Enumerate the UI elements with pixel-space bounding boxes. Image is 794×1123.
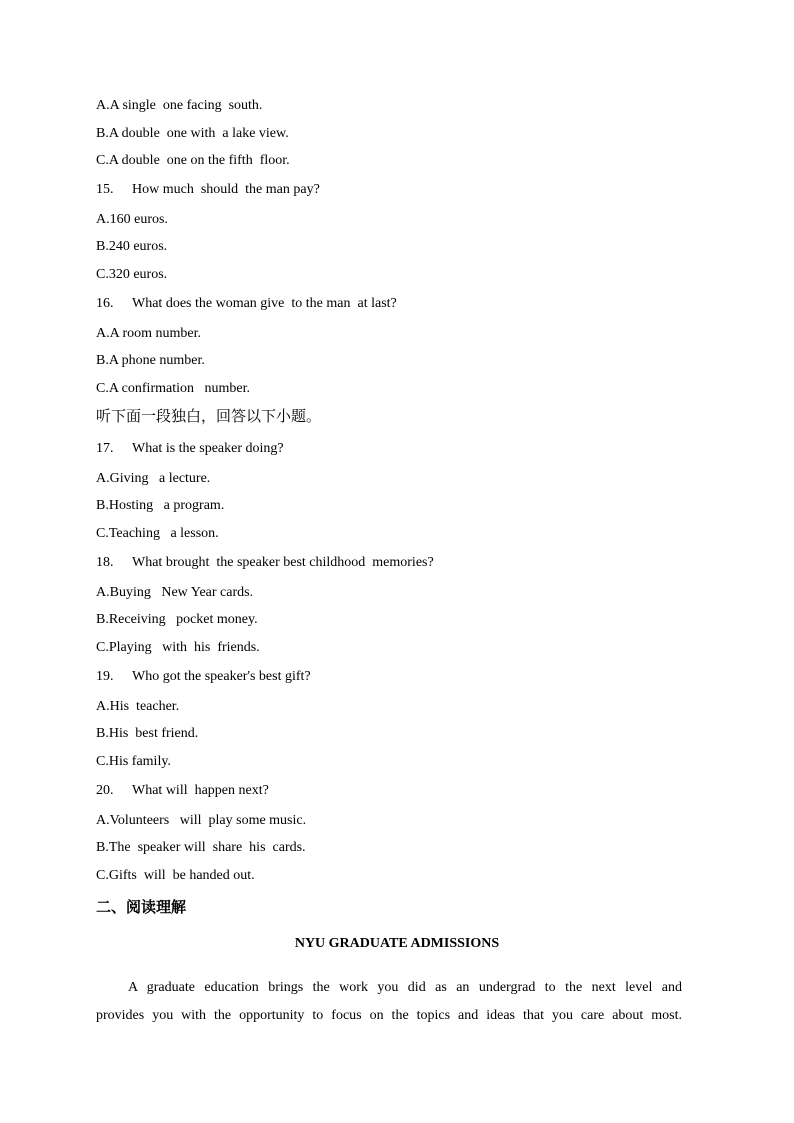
question-16 xyxy=(96,297,397,311)
paragraph-line: A graduate education brings the work you did as an undergrad to the next level and xyxy=(128,980,682,995)
section-heading: 二、阅读理解 xyxy=(96,898,187,916)
question-number: 19. xyxy=(96,669,114,684)
article-title: NYU GRADUATE ADMISSIONS xyxy=(294,936,500,951)
article-paragraph xyxy=(96,974,682,1030)
question-15 xyxy=(96,183,320,197)
q20-option-c: C.Gifts will be handed out. xyxy=(96,868,255,883)
question-text: Who got the speaker's best gift? xyxy=(132,669,311,684)
q18-option-a: A.Buying New Year cards. xyxy=(96,585,254,600)
paragraph-line: provides you with the opportunity to focus on the topics and ideas that you care about most. xyxy=(96,1008,682,1023)
q17-option-a: A.Giving a lecture. xyxy=(96,471,211,486)
q15-option-a: A.160 euros. xyxy=(96,212,168,227)
question-number: 16. xyxy=(96,296,114,311)
q16-option-c: C.A confirmation number. xyxy=(96,381,250,396)
q15-option-b: B.240 euros. xyxy=(96,239,168,254)
question-text: How much should the man pay? xyxy=(132,182,320,197)
q18-option-c: C.Playing with his friends. xyxy=(96,640,260,655)
q19-option-b: B.His best friend. xyxy=(96,726,199,741)
q16-option-b: B.A phone number. xyxy=(96,353,205,368)
question-text: What brought the speaker best childhood memories? xyxy=(132,555,434,570)
question-17 xyxy=(96,442,284,456)
q20-option-b: B.The speaker will share his cards. xyxy=(96,840,306,855)
question-number: 18. xyxy=(96,555,114,570)
q18-option-b: B.Receiving pocket money. xyxy=(96,612,258,627)
q14-option-a: A.A single one facing south. xyxy=(96,98,263,113)
q19-option-c: C.His family. xyxy=(96,754,171,769)
question-19 xyxy=(96,670,311,684)
question-number: 15. xyxy=(96,182,114,197)
q16-option-a: A.A room number. xyxy=(96,326,201,341)
monologue-instruction: 听下面一段独白，回答以下小题。 xyxy=(96,407,322,425)
q17-option-c: C.Teaching a lesson. xyxy=(96,526,219,541)
q20-option-a: A.Volunteers will play some music. xyxy=(96,813,307,828)
question-number: 17. xyxy=(96,441,114,456)
q14-option-b: B.A double one with a lake view. xyxy=(96,126,289,141)
question-number: 20. xyxy=(96,783,114,798)
question-text: What will happen next? xyxy=(132,783,269,798)
q14-option-c: C.A double one on the fifth floor. xyxy=(96,153,290,168)
question-18 xyxy=(96,556,434,570)
question-text: What does the woman give to the man at last? xyxy=(132,296,397,311)
q19-option-a: A.His teacher. xyxy=(96,699,180,714)
question-text: What is the speaker doing? xyxy=(132,441,284,456)
q17-option-b: B.Hosting a program. xyxy=(96,498,225,513)
q15-option-c: C.320 euros. xyxy=(96,267,168,282)
question-20 xyxy=(96,784,269,798)
